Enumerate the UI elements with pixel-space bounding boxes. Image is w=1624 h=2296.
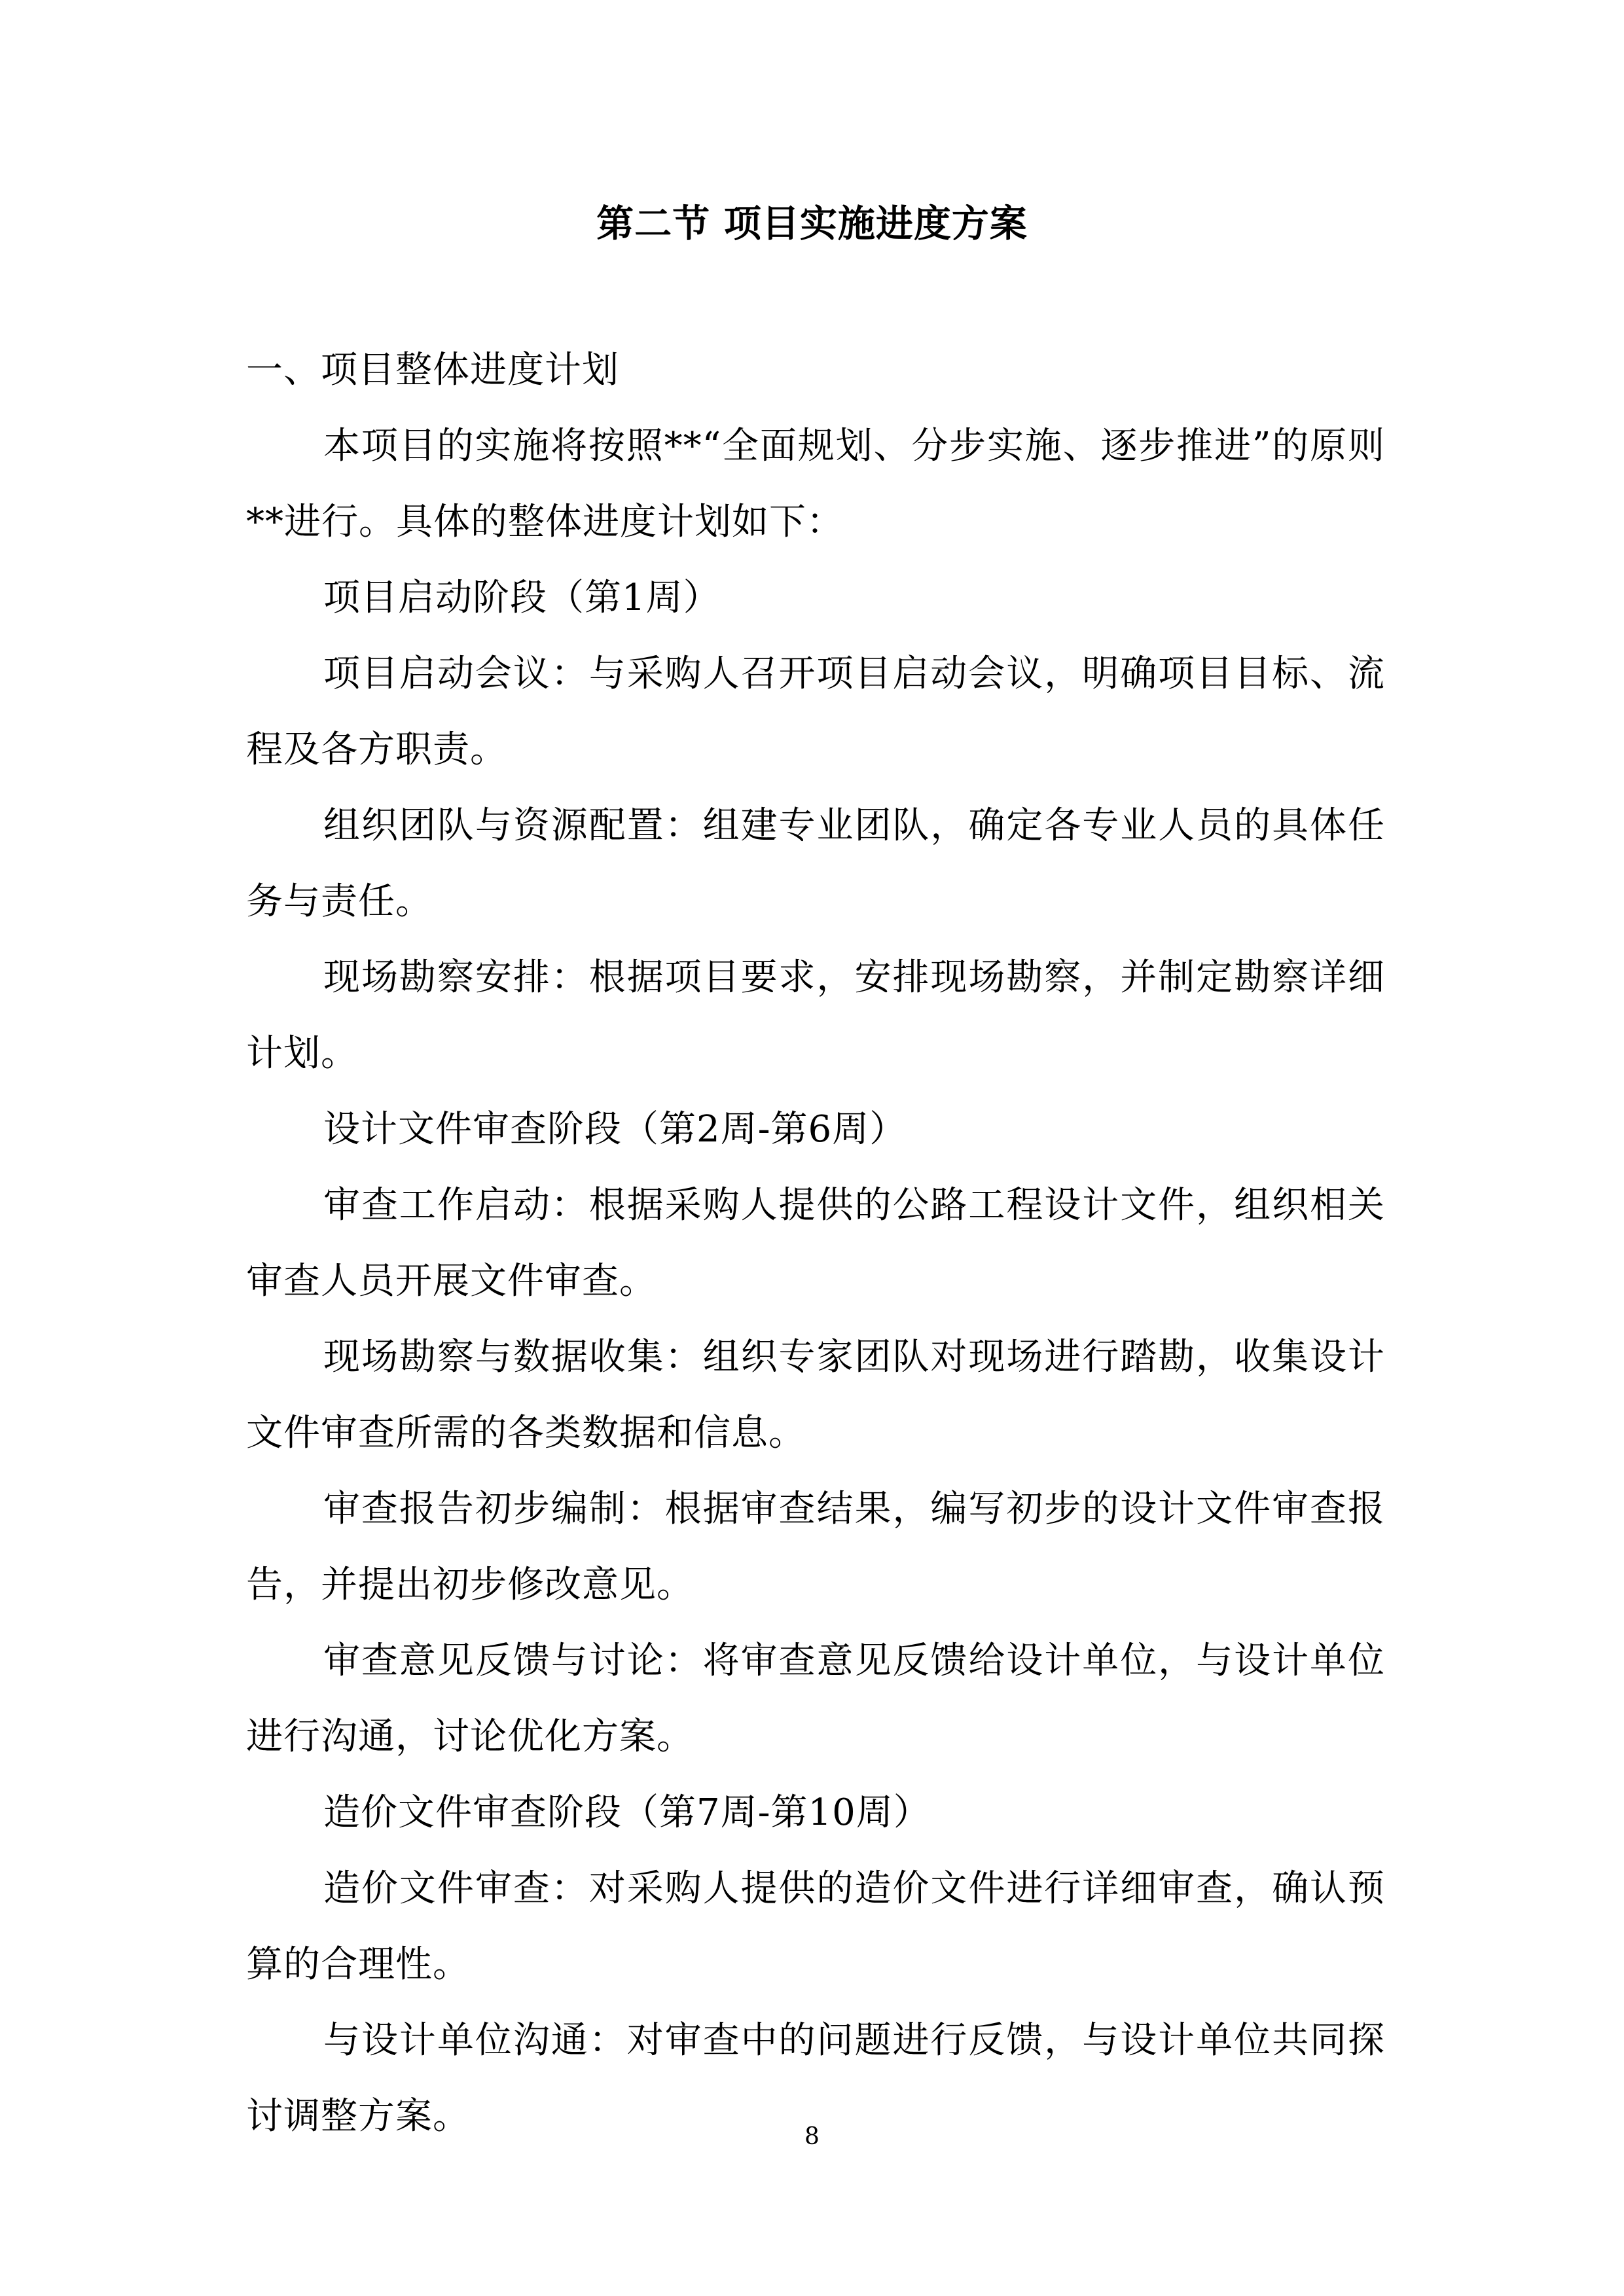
paragraph-data-collection: 现场勘察与数据收集：组织专家团队对现场进行踏勘，收集设计文件审查所需的各类数据和信息。: [246, 1336, 1385, 1454]
paragraph-review-start: 审查工作启动：根据采购人提供的公路工程设计文件，组织相关审查人员开展文件审查。: [246, 1184, 1385, 1302]
document-body: [246, 332, 1385, 2155]
paragraph-initial-report: 审查报告初步编制：根据审查结果，编写初步的设计文件审查报告，并提出初步修改意见。: [246, 1488, 1385, 1606]
paragraph-team-resources: 组织团队与资源配置：组建专业团队，确定各专业人员的具体任务与责任。: [246, 804, 1385, 923]
heading-overall-schedule: 一、项目整体进度计划: [246, 349, 619, 391]
phase-heading-design-review: 设计文件审查阶段（第2周-第6周）: [323, 1108, 907, 1151]
section-title: 第二节 项目实施进度方案: [596, 202, 1028, 245]
page-number: 8: [804, 2123, 820, 2150]
paragraph-kickoff-meeting: 项目启动会议：与采购人召开项目启动会议，明确项目目标、流程及各方职责。: [246, 653, 1385, 771]
phase-heading-cost-review: 造价文件审查阶段（第7周-第10周）: [323, 1791, 931, 1834]
paragraph-cost-review: 造价文件审查：对采购人提供的造价文件进行详细审查，确认预算的合理性。: [246, 1867, 1385, 1986]
paragraph-site-survey-plan: 现场勘察安排：根据项目要求，安排现场勘察，并制定勘察详细计划。: [246, 956, 1385, 1075]
paragraph-feedback-discussion: 审查意见反馈与讨论：将审查意见反馈给设计单位，与设计单位进行沟通，讨论优化方案。: [246, 1640, 1385, 1758]
paragraph-intro: 本项目的实施将按照**“全面规划、分步实施、逐步推进”的原则**进行。具体的整体进度计划如下：: [246, 425, 1385, 543]
phase-heading-startup: 项目启动阶段（第1周）: [323, 577, 721, 619]
paragraph-design-communication: 与设计单位沟通：对审查中的问题进行反馈，与设计单位共同探讨调整方案。: [246, 2019, 1385, 2138]
